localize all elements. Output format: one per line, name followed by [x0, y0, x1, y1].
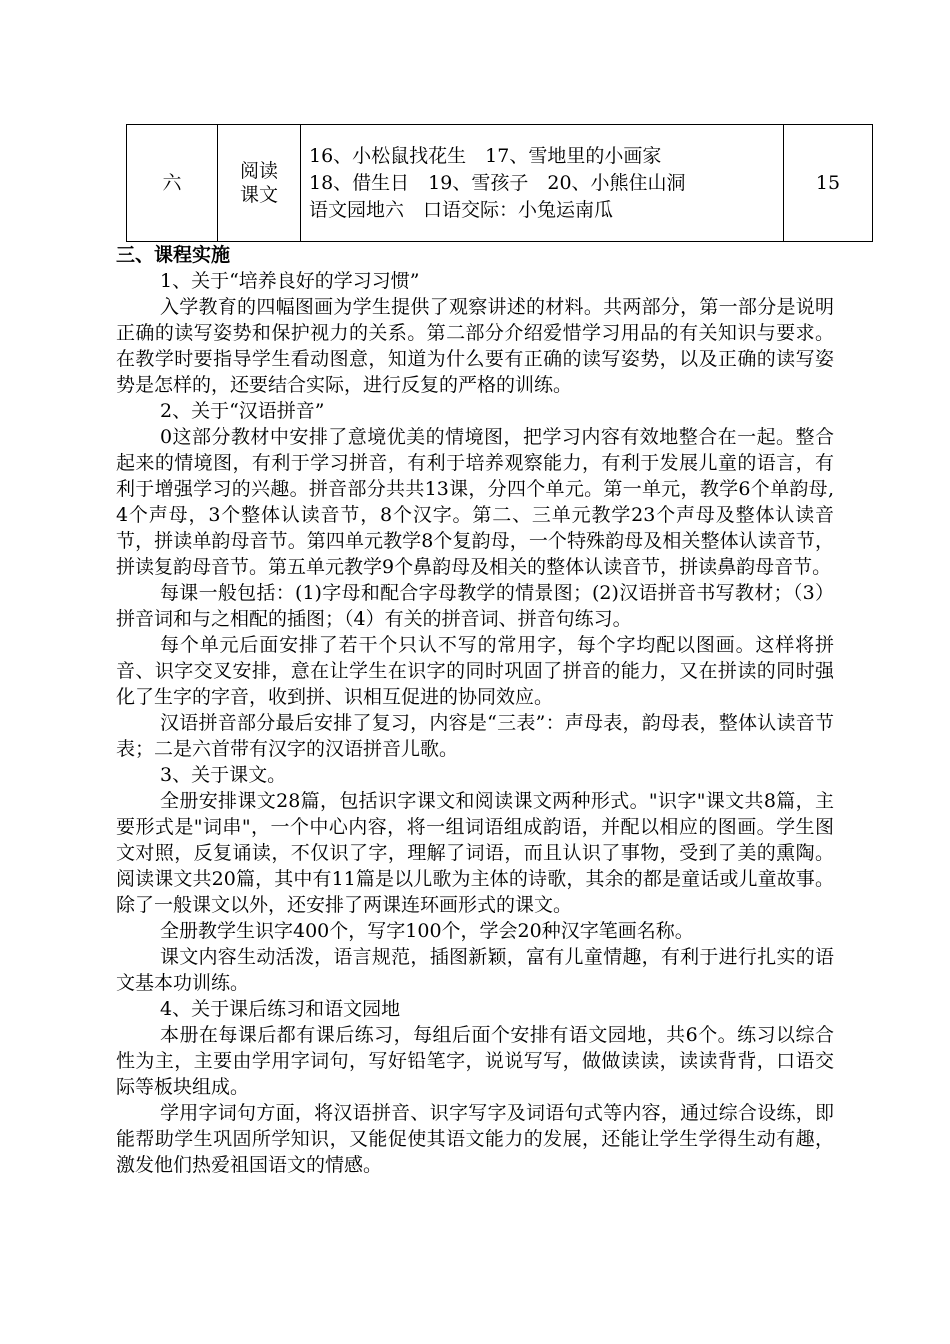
lesson-type-line: 课文 — [239, 184, 278, 206]
lesson-line: 16、小松鼠找花生 17、雪地里的小画家 — [309, 144, 662, 167]
paragraph: 0这部分教材中安排了意境优美的情境图，把学习内容有效地整合在一起。整合起来的情境图，有利于学习拼音，有利于培养观察能力，有利于发展儿童的语言，有利于增强学习的兴趣。拼音部分共共13课，分四个单元。第一单元，教学6个单韵母,4个声母，3个整体认读音节，8个汉字。第二、三单元教学23个声母及整体认读音节，拼读单韵母音节。第四单元教学8个复韵母，一个特殊韵母及相关整体认读音节，拼读复韵母音节。第五单元教学9个鼻韵母及相关的整体认读音节，拼读鼻韵母音节。 — [116, 426, 834, 578]
lessons-cell — [301, 125, 784, 242]
paragraph: 课文内容生动活泼，语言规范，插图新颖，富有儿童情趣，有利于进行扎实的语文基本功训练。 — [116, 946, 834, 994]
paragraph: 学用字词句方面，将汉语拼音、识字写字及词语句式等内容，通过综合设练，即能帮助学生巩固所学知识，又能促使其语文能力的发展，还能让学生学得生动有趣，激发他们热爱祖国语文的情感。 — [116, 1102, 834, 1176]
paragraph: 本册在每课后都有课后练习，每组后面个安排有语文园地，共6个。练习以综合性为主，主要由学用字词句，写好铅笔字，说说写写，做做读读，读读背背，口语交际等板块组成。 — [116, 1024, 834, 1098]
section-title: 三、课程实施 — [116, 244, 231, 266]
subsection-heading: 1、关于“培养良好的学习习惯” — [160, 270, 420, 292]
lesson-line: 语文园地六 口语交际：小兔运南瓜 — [309, 198, 614, 221]
subsection-heading: 3、关于课文。 — [160, 764, 287, 786]
subsection-heading: 2、关于“汉语拼音” — [160, 400, 325, 422]
hours-cell: 15 — [784, 125, 873, 242]
curriculum-table — [126, 124, 873, 242]
paragraph: 全册教学生识字400个，写字100个，学会20种汉字笔画名称。 — [160, 920, 694, 942]
paragraph: 入学教育的四幅图画为学生提供了观察讲述的材料。共两部分，第一部分是说明正确的读写姿势和保护视力的关系。第二部分介绍爱惜学习用品的有关知识与要求。在教学时要指导学生看动图意，知道为什么要有正确的读写姿势，以及正确的读写姿势是怎样的，还要结合实际，进行反复的严格的训练。 — [116, 296, 834, 396]
lesson-type-cell — [218, 125, 301, 242]
paragraph: 汉语拼音部分最后安排了复习，内容是“三表”：声母表，韵母表，整体认读音节表；二是六首带有汉字的汉语拼音儿歌。 — [116, 712, 834, 760]
lesson-line: 18、借生日 19、雪孩子 20、小熊住山洞 — [309, 171, 686, 194]
paragraph: 每个单元后面安排了若干个只认不写的常用字，每个字均配以图画。这样将拼音、识字交叉安排，意在让学生在识字的同时巩固了拼音的能力，又在拼读的同时强化了生字的字音，收到拼、识相互促进的协同效应。 — [116, 634, 834, 708]
table-row — [127, 125, 873, 242]
paragraph: 全册安排课文28篇，包括识字课文和阅读课文两种形式。"识字"课文共8篇，主要形式是"词串"，一个中心内容，将一组词语组成韵语，并配以相应的图画。学生图文对照，反复诵读，不仅识了字，理解了词语，而且认识了事物，受到了美的熏陶。阅读课文共20篇，其中有11篇是以儿歌为主体的诗歌，其余的都是童话或儿童故事。除了一般课文以外，还安排了两课连环画形式的课文。 — [116, 790, 834, 916]
subsection-heading: 4、关于课后练习和语文园地 — [160, 998, 401, 1020]
paragraph: 每课一般包括：(1)字母和配合字母教学的情景图；(2)汉语拼音书写教材；（3）拼音词和与之相配的插图；（4）有关的拼音词、拼音句练习。 — [116, 582, 834, 630]
lesson-type-line: 阅读 — [239, 160, 278, 182]
unit-cell: 六 — [127, 125, 218, 242]
course-implementation-section — [116, 242, 834, 1178]
